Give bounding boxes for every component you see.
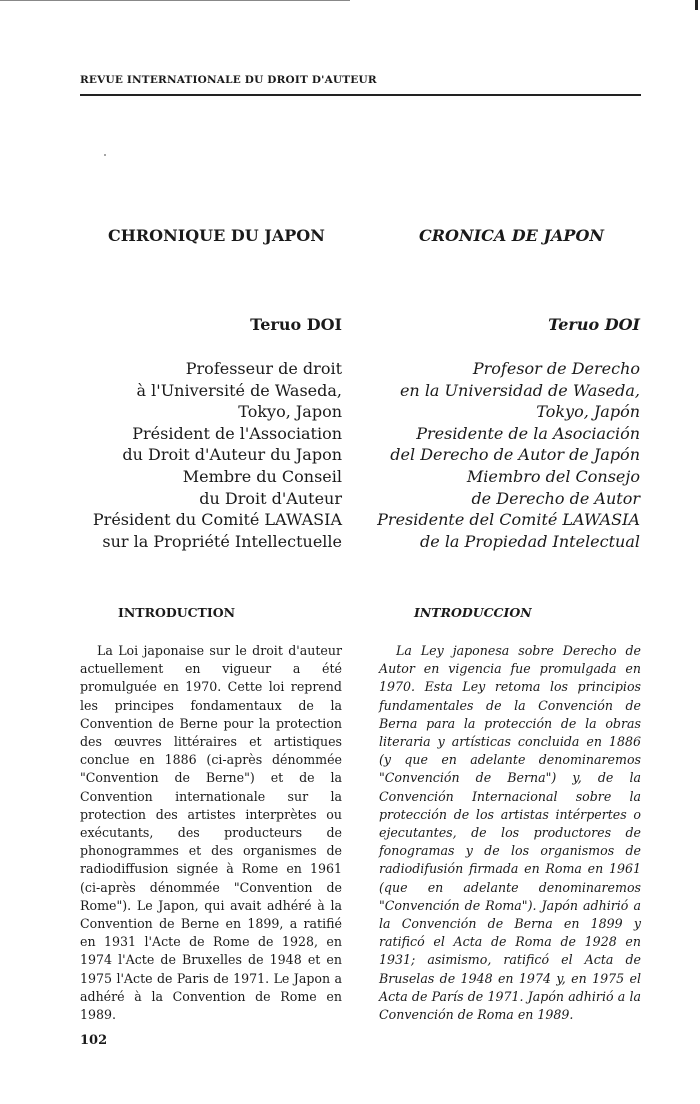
affiliation-line: Presidente de la Asociación [416, 423, 640, 443]
french-title: CHRONIQUE DU JAPON [108, 226, 325, 245]
affiliation-line: Tokyo, Japon [238, 402, 342, 422]
french-author: Teruo DOI [250, 315, 342, 334]
french-body-paragraph: La Loi japonaise sur le droit d'auteur actuellement en vigueur a été promulguée en 1970. Cette loi reprend les principes fondamentaux de la Convention de Berne pour la protection des œuvres littéraires et artistiques conclue en 1886 (ci-après dénommée "Convention de Berne") et de la Convention internationale sur la protection des artistes interprètes ou exécutants, des producteurs de phonogrammes et des organismes de radiodiffusion signée à Rome en 1961 (ci-après dénommée "Convention de Rome"). Le Japon, qui avait adhéré à la Convention de Berne en 1899, a ratifié en 1931 l'Acte de Rome de 1928, en 1974 l'Acte de Bruxelles de 1948 et en 1975 l'Acte de Paris de 1971. Le Japon a adhéré à la Convention de Rome en 1989. [80, 643, 342, 1023]
affiliation-line: du Droit d'Auteur [199, 488, 342, 508]
affiliation-line: Professeur de droit [185, 359, 342, 378]
affiliation-line: de Derecho de Autor [471, 488, 640, 508]
affiliation-line: de la Propiedad Intelectual [420, 531, 640, 551]
affiliation-line: del Derecho de Autor de Japón [390, 445, 640, 465]
affiliation-line: du Droit d'Auteur du Japon [122, 445, 342, 465]
spanish-body-paragraph: La Ley japonesa sobre Derecho de Autor en vigencia fue promulgada en 1970. Esta Ley retoma los principios fundamentales de la Convención de Berna para la protección de la obras literaria y artísticas concluida en 1886 (y que en adelante denominaremos "Convención de Berna") y, de la Convención Internacional sobre la protección de los artistas intérpertes o ejecutantes, de los productores de fonogramas y de los organismos de radiodifusión firmada en Roma en 1961 (que en adelante denominaremos "Convención de Roma"). Japón adhirió a la Convención de Berna en 1899 y ratificó el Acta de Roma de 1928 en 1931; asimismo, ratificó el Acta de Bruselas de 1948 en 1974 y, en 1975 el Acta de París de 1971. Japón adhirió a la Convención de Roma en 1989. [379, 643, 641, 1023]
affiliation-line: Tokyo, Japón [536, 402, 640, 422]
affiliation-line: Président du Comité LAWASIA [92, 510, 342, 530]
affiliation-line: Membre du Conseil [182, 466, 342, 486]
french-section-heading: INTRODUCTION [118, 605, 236, 620]
spanish-title: CRONICA DE JAPON [419, 226, 605, 245]
affiliation-line: Miembro del Consejo [466, 466, 640, 486]
scan-top-line [0, 0, 350, 1]
spanish-author: Teruo DOI [548, 315, 640, 334]
affiliation-line: en la Universidad de Waseda, [399, 380, 640, 400]
affiliation-line: Profesor de Derecho [472, 359, 640, 378]
scan-corner-mark [695, 0, 698, 10]
header-rule [80, 94, 641, 96]
spanish-section-heading: INTRODUCCION [414, 605, 532, 620]
affiliation-line: sur la Propriété Intellectuelle [102, 531, 342, 551]
scan-speck [104, 154, 106, 156]
running-head: REVUE INTERNATIONALE DU DROIT D'AUTEUR [80, 74, 377, 86]
french-affiliation [72, 358, 342, 552]
affiliation-line: Presidente del Comité LAWASIA [377, 510, 640, 530]
affiliation-line: Président de l'Association [132, 423, 342, 443]
spanish-affiliation [370, 358, 640, 552]
affiliation-line: à l'Université de Waseda, [136, 380, 342, 400]
page-number: 102 [80, 1033, 108, 1048]
